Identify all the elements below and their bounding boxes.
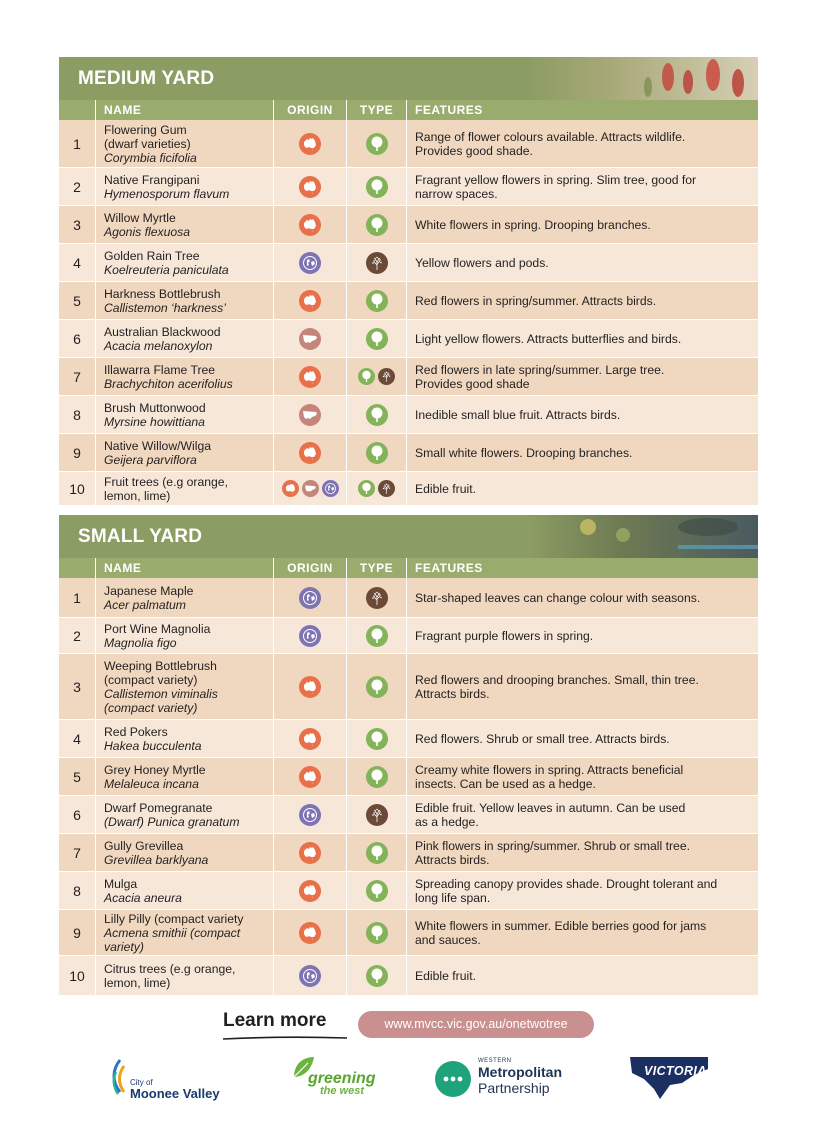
row-number: 9	[59, 434, 96, 472]
header-type: TYPE	[347, 558, 407, 578]
type-cell	[347, 618, 407, 654]
wmp-metropolitan: Metropolitan	[478, 1064, 562, 1080]
victoria-native-icon	[302, 480, 319, 497]
common-name: Brush Muttonwood	[104, 400, 206, 415]
origin-cell	[274, 796, 347, 834]
feature-line: Fragrant purple flowers in spring.	[415, 628, 594, 643]
speech-bubble-icon	[434, 1060, 472, 1098]
australia-native-icon	[299, 766, 321, 788]
table-row	[59, 618, 758, 654]
australia-native-icon	[299, 922, 321, 944]
type-cell	[347, 434, 407, 472]
row-number: 1	[59, 120, 96, 168]
evergreen-tree-icon	[358, 480, 375, 497]
row-number: 9	[59, 910, 96, 956]
australia-native-icon	[282, 480, 299, 497]
row-number: 10	[59, 956, 96, 996]
feature-line: Range of flower colours available. Attracts wildlife.	[415, 129, 686, 144]
plant-name	[96, 578, 274, 618]
header-name: NAME	[96, 100, 274, 120]
scientific-name: Agonis flexuosa	[104, 224, 191, 239]
evergreen-tree-icon	[366, 676, 388, 698]
origin-cell	[274, 834, 347, 872]
plant-name	[96, 956, 274, 996]
header-origin: ORIGIN	[274, 558, 347, 578]
table-header	[59, 558, 758, 578]
victoria-state-logo	[630, 1055, 710, 1103]
table-row	[59, 358, 758, 396]
australia-native-icon	[299, 442, 321, 464]
victoria-native-icon	[299, 404, 321, 426]
header-type: TYPE	[347, 100, 407, 120]
plant-name	[96, 720, 274, 758]
exotic-globe-icon	[299, 252, 321, 274]
scientific-name: Myrsine howittiana	[104, 414, 205, 429]
moonee-valley-logo	[108, 1058, 238, 1102]
feature-line: Red flowers and drooping branches. Small, thin tree.	[415, 672, 699, 687]
features-cell	[407, 796, 758, 834]
plant-name	[96, 472, 274, 506]
type-cell	[347, 654, 407, 720]
type-cell	[347, 720, 407, 758]
medium-yard-table	[59, 120, 758, 506]
common-name: Japanese Maple	[104, 583, 194, 598]
plant-name	[96, 358, 274, 396]
row-number: 8	[59, 396, 96, 434]
plant-name	[96, 282, 274, 320]
type-cell	[347, 872, 407, 910]
type-cell	[347, 168, 407, 206]
australia-native-icon	[299, 842, 321, 864]
scientific-name: Acacia melanoxylon	[104, 338, 213, 353]
row-number: 5	[59, 282, 96, 320]
features-cell	[407, 168, 758, 206]
origin-cell	[274, 872, 347, 910]
feature-line: narrow spaces.	[415, 186, 498, 201]
feature-line: Pink flowers in spring/summer. Shrub or small tree.	[415, 838, 690, 853]
common-name: Harkness Bottlebrush	[104, 286, 221, 301]
common-name: Illawarra Flame Tree	[104, 362, 216, 377]
origin-cell	[274, 758, 347, 796]
learn-more-underline	[223, 1036, 347, 1040]
scientific-name: Brachychiton acerifolius	[104, 376, 233, 391]
victoria-native-icon	[299, 328, 321, 350]
features-cell	[407, 396, 758, 434]
exotic-globe-icon	[299, 625, 321, 647]
origin-cell	[274, 320, 347, 358]
feature-line: Attracts birds.	[415, 686, 490, 701]
western-metropolitan-partnership-logo	[434, 1058, 584, 1102]
moonee-valley-mark-icon	[108, 1058, 130, 1098]
common-name: Gully Grevillea	[104, 838, 184, 853]
feature-line: Fragrant yellow flowers in spring. Slim tree, good for	[415, 172, 697, 187]
feature-line: Edible fruit. Yellow leaves in autumn. Can be used	[415, 800, 686, 815]
scientific-name: Magnolia figo	[104, 635, 177, 650]
table-row	[59, 472, 758, 506]
feature-line: Red flowers. Shrub or small tree. Attracts birds.	[415, 731, 670, 746]
row-number: 2	[59, 618, 96, 654]
exotic-globe-icon	[322, 480, 339, 497]
origin-cell	[274, 120, 347, 168]
scientific-name: (Dwarf) Punica granatum	[104, 814, 240, 829]
evergreen-tree-icon	[366, 965, 388, 987]
origin-cell	[274, 956, 347, 996]
australia-native-icon	[299, 880, 321, 902]
features-cell	[407, 910, 758, 956]
learn-more	[223, 1010, 326, 1032]
row-number: 10	[59, 472, 96, 506]
common-name: lemon, lime)	[104, 488, 171, 503]
table-row	[59, 654, 758, 720]
plant-name	[96, 244, 274, 282]
common-name: Native Frangipani	[104, 172, 200, 187]
origin-cell	[274, 654, 347, 720]
features-cell	[407, 206, 758, 244]
evergreen-tree-icon	[366, 728, 388, 750]
common-name: Lilly Pilly (compact variety	[104, 911, 244, 926]
feature-line: long life span.	[415, 890, 491, 905]
origin-cell	[274, 720, 347, 758]
table-row	[59, 282, 758, 320]
plant-name	[96, 206, 274, 244]
feature-line: Creamy white flowers in spring. Attracts beneficial	[415, 762, 684, 777]
table-row	[59, 758, 758, 796]
feature-line: Red flowers in spring/summer. Attracts birds.	[415, 293, 657, 308]
deciduous-tree-icon	[366, 804, 388, 826]
row-number: 7	[59, 358, 96, 396]
greening-the-west-logo	[290, 1055, 380, 1101]
table-row	[59, 834, 758, 872]
type-cell	[347, 956, 407, 996]
section-title: MEDIUM YARD	[78, 68, 215, 89]
australia-native-icon	[299, 176, 321, 198]
features-cell	[407, 358, 758, 396]
feature-line: White flowers in summer. Edible berries good for jams	[415, 918, 707, 933]
scientific-name: Callistemon ‘harkness’	[104, 300, 226, 315]
features-cell	[407, 578, 758, 618]
row-number: 4	[59, 720, 96, 758]
features-cell	[407, 320, 758, 358]
type-cell	[347, 578, 407, 618]
table-row	[59, 910, 758, 956]
common-name: Golden Rain Tree	[104, 248, 200, 263]
feature-line: Attracts birds.	[415, 852, 490, 867]
table-row	[59, 720, 758, 758]
common-name: Grey Honey Myrtle	[104, 762, 206, 777]
type-cell	[347, 796, 407, 834]
scientific-name: Grevillea barklyana	[104, 852, 209, 867]
australia-native-icon	[299, 366, 321, 388]
greening-word: greening	[308, 1070, 376, 1087]
moonee-city-of: City of	[130, 1078, 153, 1087]
the-west-word: the west	[320, 1085, 365, 1097]
type-cell	[347, 206, 407, 244]
scientific-name: (compact variety)	[104, 700, 198, 715]
table-header	[59, 100, 758, 120]
feature-line: Yellow flowers and pods.	[415, 255, 549, 270]
banner-photo	[528, 515, 758, 558]
features-cell	[407, 244, 758, 282]
features-cell	[407, 834, 758, 872]
header-name: NAME	[96, 558, 274, 578]
type-cell	[347, 244, 407, 282]
features-cell	[407, 720, 758, 758]
plant-name	[96, 796, 274, 834]
common-name: Native Willow/Wilga	[104, 438, 211, 453]
australia-native-icon	[299, 676, 321, 698]
type-cell	[347, 320, 407, 358]
features-cell	[407, 282, 758, 320]
small-yard-section	[59, 515, 758, 996]
evergreen-tree-icon	[358, 368, 375, 385]
common-name: Australian Blackwood	[104, 324, 221, 339]
feature-line: Edible fruit.	[415, 481, 476, 496]
row-number: 1	[59, 578, 96, 618]
banner-photo	[528, 57, 758, 100]
row-number: 2	[59, 168, 96, 206]
origin-cell	[274, 206, 347, 244]
victoria-word: VICTORIA	[644, 1064, 707, 1078]
medium-yard-section	[59, 57, 758, 506]
evergreen-tree-icon	[366, 290, 388, 312]
table-row	[59, 244, 758, 282]
type-cell	[347, 472, 407, 506]
origin-cell	[274, 578, 347, 618]
feature-line: Provides good shade	[415, 376, 530, 391]
scientific-name: Corymbia ficifolia	[104, 150, 197, 165]
plant-name	[96, 120, 274, 168]
scientific-name: Hymenosporum flavum	[104, 186, 230, 201]
type-cell	[347, 120, 407, 168]
deciduous-tree-icon	[378, 368, 395, 385]
type-cell	[347, 910, 407, 956]
row-number: 4	[59, 244, 96, 282]
table-row	[59, 320, 758, 358]
evergreen-tree-icon	[366, 404, 388, 426]
evergreen-tree-icon	[366, 766, 388, 788]
evergreen-tree-icon	[366, 922, 388, 944]
plant-name	[96, 654, 274, 720]
plant-name	[96, 758, 274, 796]
website-link[interactable]: www.mvcc.vic.gov.au/onetwotree	[358, 1011, 594, 1038]
feature-line: Inedible small blue fruit. Attracts birds.	[415, 407, 621, 422]
row-number: 5	[59, 758, 96, 796]
feature-line: Spreading canopy provides shade. Drought tolerant and	[415, 876, 718, 891]
feature-line: Provides good shade.	[415, 143, 533, 158]
evergreen-tree-icon	[366, 328, 388, 350]
common-name: Fruit trees (e.g orange,	[104, 474, 228, 489]
exotic-globe-icon	[299, 587, 321, 609]
evergreen-tree-icon	[366, 625, 388, 647]
scientific-name: Geijera parviflora	[104, 452, 197, 467]
row-number: 3	[59, 206, 96, 244]
features-cell	[407, 956, 758, 996]
plant-name	[96, 320, 274, 358]
type-cell	[347, 758, 407, 796]
type-cell	[347, 834, 407, 872]
common-name: Weeping Bottlebrush	[104, 658, 217, 673]
wmp-western: WESTERN	[478, 1058, 512, 1064]
plant-name	[96, 834, 274, 872]
table-row	[59, 796, 758, 834]
exotic-globe-icon	[299, 965, 321, 987]
table-row	[59, 872, 758, 910]
origin-cell	[274, 434, 347, 472]
features-cell	[407, 618, 758, 654]
scientific-name: Melaleuca incana	[104, 776, 199, 791]
common-name: Mulga	[104, 876, 138, 891]
table-row	[59, 578, 758, 618]
features-cell	[407, 654, 758, 720]
common-name: Red Pokers	[104, 724, 168, 739]
table-row	[59, 956, 758, 996]
australia-native-icon	[299, 214, 321, 236]
common-name: Citrus trees (e.g orange,	[104, 961, 236, 976]
origin-cell	[274, 910, 347, 956]
origin-cell	[274, 358, 347, 396]
deciduous-tree-icon	[366, 252, 388, 274]
row-number: 3	[59, 654, 96, 720]
australia-native-icon	[299, 290, 321, 312]
origin-cell	[274, 282, 347, 320]
small-yard-banner	[59, 515, 758, 558]
scientific-name: Koelreuteria paniculata	[104, 262, 229, 277]
wmp-partnership: Partnership	[478, 1080, 550, 1096]
common-name: (dwarf varieties)	[104, 136, 191, 151]
common-name: Port Wine Magnolia	[104, 621, 211, 636]
evergreen-tree-icon	[366, 880, 388, 902]
origin-cell	[274, 168, 347, 206]
evergreen-tree-icon	[366, 842, 388, 864]
plant-name	[96, 434, 274, 472]
australia-native-icon	[299, 728, 321, 750]
plant-name	[96, 618, 274, 654]
plant-name	[96, 396, 274, 434]
header-features: FEATURES	[415, 103, 483, 117]
type-cell	[347, 358, 407, 396]
row-number: 8	[59, 872, 96, 910]
deciduous-tree-icon	[378, 480, 395, 497]
table-row	[59, 168, 758, 206]
scientific-name: Acacia aneura	[104, 890, 182, 905]
victoria-map-icon	[630, 1055, 710, 1103]
scientific-name: Callistemon viminalis	[104, 686, 218, 701]
learn-more-text: Learn more	[223, 1010, 327, 1031]
features-cell	[407, 120, 758, 168]
features-cell	[407, 434, 758, 472]
type-cell	[347, 396, 407, 434]
common-name: Dwarf Pomegranate	[104, 800, 213, 815]
features-cell	[407, 872, 758, 910]
exotic-globe-icon	[299, 804, 321, 826]
features-cell	[407, 758, 758, 796]
scientific-name: Hakea bucculenta	[104, 738, 202, 753]
table-row	[59, 206, 758, 244]
feature-line: Edible fruit.	[415, 968, 476, 983]
small-yard-table	[59, 578, 758, 996]
plant-name	[96, 910, 274, 956]
origin-cell	[274, 244, 347, 282]
australia-native-icon	[299, 133, 321, 155]
table-row	[59, 434, 758, 472]
plant-name	[96, 872, 274, 910]
plant-name	[96, 168, 274, 206]
evergreen-tree-icon	[366, 176, 388, 198]
header-features: FEATURES	[415, 561, 483, 575]
row-number: 6	[59, 796, 96, 834]
common-name: Flowering Gum	[104, 122, 187, 137]
common-name: (compact variety)	[104, 672, 198, 687]
deciduous-tree-icon	[366, 587, 388, 609]
features-cell	[407, 472, 758, 506]
origin-cell	[274, 618, 347, 654]
feature-line: White flowers in spring. Drooping branches.	[415, 217, 651, 232]
scientific-name: Acmena smithii (compact	[104, 925, 241, 940]
feature-line: Red flowers in late spring/summer. Large tree.	[415, 362, 665, 377]
evergreen-tree-icon	[366, 133, 388, 155]
feature-line: Star-shaped leaves can change colour with seasons.	[415, 590, 701, 605]
moonee-name: Moonee Valley	[130, 1086, 220, 1101]
feature-line: and sauces.	[415, 932, 481, 947]
table-row	[59, 396, 758, 434]
medium-yard-banner	[59, 57, 758, 100]
row-number: 6	[59, 320, 96, 358]
common-name: Willow Myrtle	[104, 210, 176, 225]
evergreen-tree-icon	[366, 214, 388, 236]
type-cell	[347, 282, 407, 320]
header-origin: ORIGIN	[274, 100, 347, 120]
common-name: lemon, lime)	[104, 975, 171, 990]
evergreen-tree-icon	[366, 442, 388, 464]
section-title: SMALL YARD	[78, 526, 203, 547]
scientific-name: variety)	[104, 939, 144, 954]
origin-cell	[274, 472, 347, 506]
feature-line: insects. Can be used as a hedge.	[415, 776, 596, 791]
scientific-name: Acer palmatum	[104, 597, 186, 612]
feature-line: Light yellow flowers. Attracts butterflies and birds.	[415, 331, 682, 346]
row-number: 7	[59, 834, 96, 872]
table-row	[59, 120, 758, 168]
origin-cell	[274, 396, 347, 434]
feature-line: as a hedge.	[415, 814, 479, 829]
feature-line: Small white flowers. Drooping branches.	[415, 445, 633, 460]
